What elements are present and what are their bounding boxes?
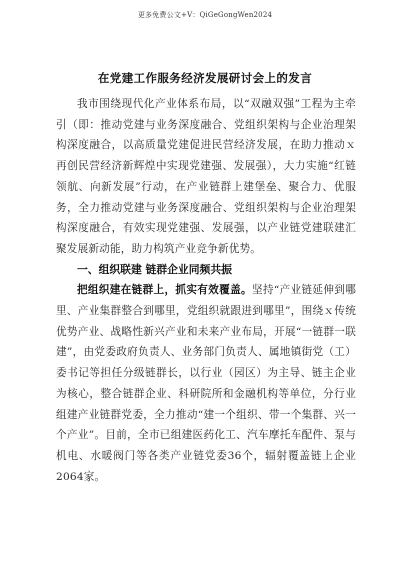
document-title: 在党建工作服务经济发展研讨会上的发言 bbox=[97, 71, 313, 85]
section-1-lead: 把组织建在链群上，抓实有效覆盖。 bbox=[77, 284, 252, 297]
section-1-paragraph bbox=[56, 280, 356, 487]
section-heading-1: 一、组织联建 链群企业同频共振 bbox=[77, 262, 232, 276]
section-1-text: 坚持“产业链延伸到哪里、产业集群整合到哪里，党组织就跟进到哪里”，围绕ｘ传统优势产业、战略性新兴产业和未来产业布局，开展“一链群一联建”，由党委政府负责人、业务部门负责人、属地镇街党（工）委书记等担任分级链群长，以行业（园区）为主导、链主企业为核心，整合链群企业、科研院所和金融机构等单位，分行业组建产业链群党委，全力推动“建一个组织、带一个集群、兴一个产业”。目前，全市已组建医药化工、汽车摩托车配件、泵与机电、水暖阀门等各类产业链党委36个，辐射覆盖链上企业2064家。 bbox=[56, 284, 356, 483]
header-note: 更多免费公文+V：QiGeGongWen2024 bbox=[137, 11, 273, 19]
document-body bbox=[56, 94, 356, 487]
intro-paragraph: 我市围绕现代化产业体系布局，以“双融双强”工程为主牵引（即：推动党建与业务深度融合、党组织架构与企业治理架构深度融合，以高质量党建促进民营经济发展，在助力推动ｘ再创民营经济新辉煌中实现党建强、发展强），大力实施“红链领航、向新发展”行动，在产业链群上建堡垒、聚合力、优服务，全力推动党建与业务深度融合、党组织架构与企业治理架构深度融合，有效实现党建强、发展强，以产业链党建联建汇聚发展新动能，助力构筑产业竞争新优势。 bbox=[56, 98, 356, 255]
